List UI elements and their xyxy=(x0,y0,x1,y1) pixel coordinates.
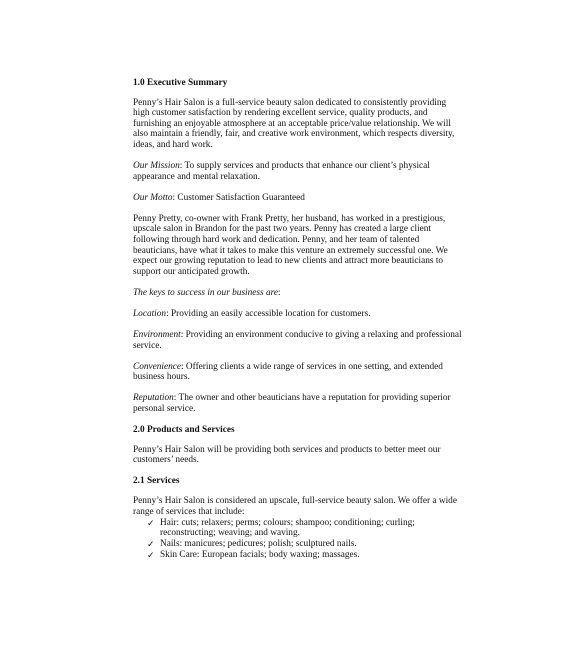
motto-label: Our Motto xyxy=(133,192,173,203)
key-text: : Providing an environment conducive to giving a relaxing and professional service. xyxy=(133,330,462,351)
service-item-skin-care xyxy=(147,550,463,561)
checkmark-icon: ✓ xyxy=(147,517,155,528)
executive-summary-heading: 1.0 Executive Summary xyxy=(133,78,228,88)
products-heading: 2.0 Products and Services xyxy=(133,425,235,436)
key-label: Environment xyxy=(133,330,181,341)
products-paragraph: Penny’s Hair Salon will be providing both services and products to better meet our customers’ needs. xyxy=(133,444,441,466)
owner-paragraph: Penny Pretty, co-owner with Frank Pretty, her husband, has worked in a prestigious, upscale salon in Brandon for the past two years. Penny has created a large client following through hard work and dedication. Penny, and her team of talented beauticians, have what it takes to make this venture an extremely successful one. We expect our growing reputation to lead to new clients and attract more beauticians to support our anticipated growth. xyxy=(133,213,448,277)
services-list xyxy=(133,518,463,560)
checkmark-icon: ✓ xyxy=(147,549,155,560)
key-reputation xyxy=(133,393,463,414)
key-label: Convenience xyxy=(133,361,182,372)
key-location xyxy=(133,309,463,320)
key-text: : The owner and other beauticians have a reputation for providing superior personal service. xyxy=(133,393,451,415)
service-item-text: Skin Care: European facials; body waxing; massages. xyxy=(160,549,360,560)
mission-label: Our Mission xyxy=(133,161,180,172)
service-item-text: Nails: manicures; pedicures; polish; sculptured nails. xyxy=(160,538,357,549)
key-label: Reputation xyxy=(133,393,174,404)
key-convenience xyxy=(133,362,463,383)
motto-paragraph xyxy=(133,193,463,204)
services-paragraph: Penny’s Hair Salon is considered an upscale, full-service beauty salon. We offer a wide range of services that include: xyxy=(133,496,457,517)
document-body xyxy=(133,78,463,560)
checkmark-icon: ✓ xyxy=(147,538,155,549)
key-text: : Providing an easily accessible location for customers. xyxy=(166,309,371,319)
service-item-nails xyxy=(147,539,463,550)
keys-intro-text: The keys to success in our business are xyxy=(133,287,279,298)
key-environment xyxy=(133,330,463,351)
service-item-text: Hair: cuts; relaxers; perms; colours; shampoo; conditioning; curling; reconstructing; weaving; and waving. xyxy=(160,517,415,539)
key-label: Location xyxy=(133,309,167,319)
services-heading: 2.1 Services xyxy=(133,476,180,487)
motto-text: : Customer Satisfaction Guaranteed xyxy=(172,192,305,203)
keys-intro xyxy=(133,288,463,299)
key-text: : Offering clients a wide range of services in one setting, and extended business hours. xyxy=(133,361,443,383)
service-item-hair xyxy=(147,518,463,539)
keys-intro-colon: : xyxy=(278,287,281,298)
intro-paragraph: Penny’s Hair Salon is a full-service beauty salon dedicated to consistently providing high customer satisfaction by rendering excellent service, quality products, and furnishing an enjoyable atmosphere at an acceptable price/value relationship. We will also maintain a friendly, fair, and creative work environment, which respects diversity, ideas, and hard work. xyxy=(133,97,455,150)
mission-paragraph xyxy=(133,161,463,182)
mission-text: : To supply services and products that enhance our client’s physical appearance and mental relaxation. xyxy=(133,161,430,182)
